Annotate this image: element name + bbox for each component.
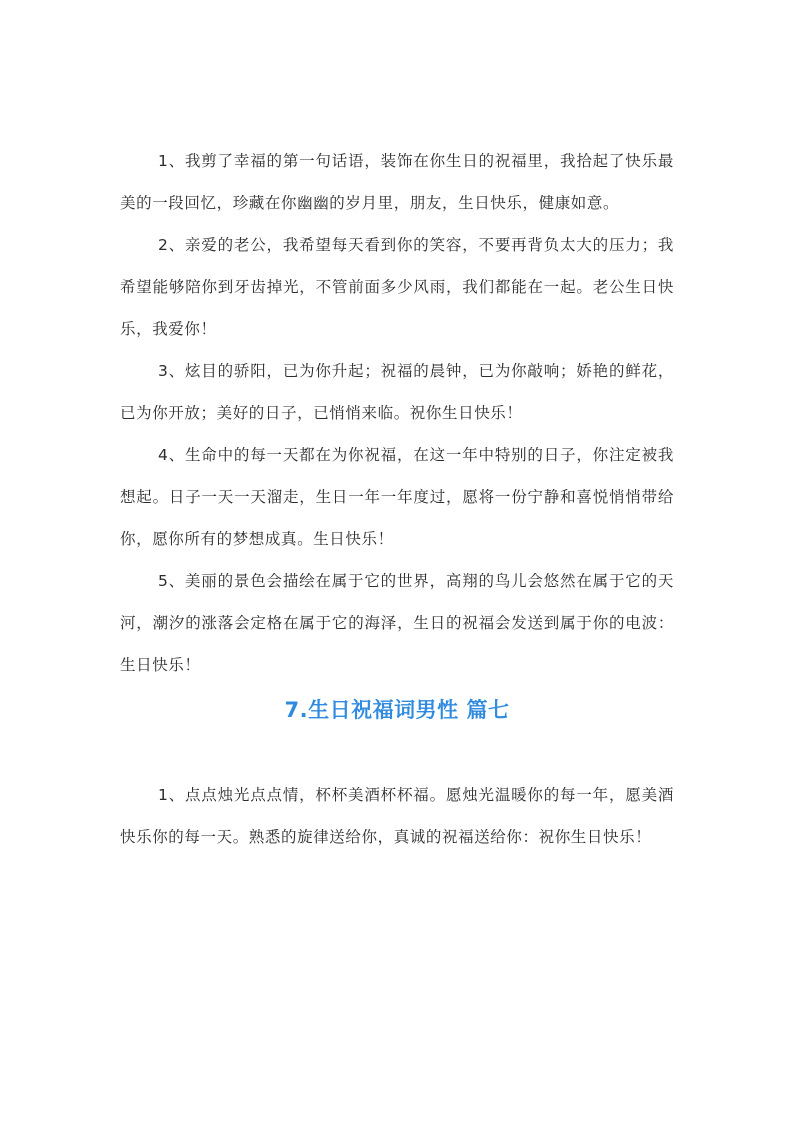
section-heading: 7.生日祝福词男性 篇七 <box>284 698 510 722</box>
paragraph-5: 5、美丽的景色会描绘在属于它的世界，高翔的鸟儿会悠然在属于它的天河，潮汐的涨落会定格在属于它的海泽，生日的祝福会发送到属于你的电波：生日快乐！ <box>120 572 674 674</box>
paragraph-7-1: 1、点点烛光点点情，杯杯美酒杯杯福。愿烛光温暖你的每一年，愿美酒快乐你的每一天。熟悉的旋律送给你，真诚的祝福送给你：祝你生日快乐！ <box>120 786 674 846</box>
paragraph-3: 3、炫目的骄阳，已为你升起；祝福的晨钟，已为你敲响；娇艳的鲜花，已为你开放；美好的日子，已悄悄来临。祝你生日快乐！ <box>120 362 674 422</box>
paragraph-4: 4、生命中的每一天都在为你祝福，在这一年中特别的日子，你注定被我想起。日子一天一天溜走，生日一年一年度过，愿将一份宁静和喜悦悄悄带给你，愿你所有的梦想成真。生日快乐！ <box>120 446 674 548</box>
paragraph-2: 2、亲爱的老公，我希望每天看到你的笑容，不要再背负太大的压力；我希望能够陪你到牙齿掉光，不管前面多少风雨，我们都能在一起。老公生日快乐，我爱你！ <box>120 236 674 338</box>
paragraph-1: 1、我剪了幸福的第一句话语，装饰在你生日的祝福里，我拾起了快乐最美的一段回忆，珍藏在你幽幽的岁月里，朋友，生日快乐，健康如意。 <box>120 152 674 212</box>
document-page <box>120 140 674 858</box>
heading-spacer <box>120 734 674 774</box>
